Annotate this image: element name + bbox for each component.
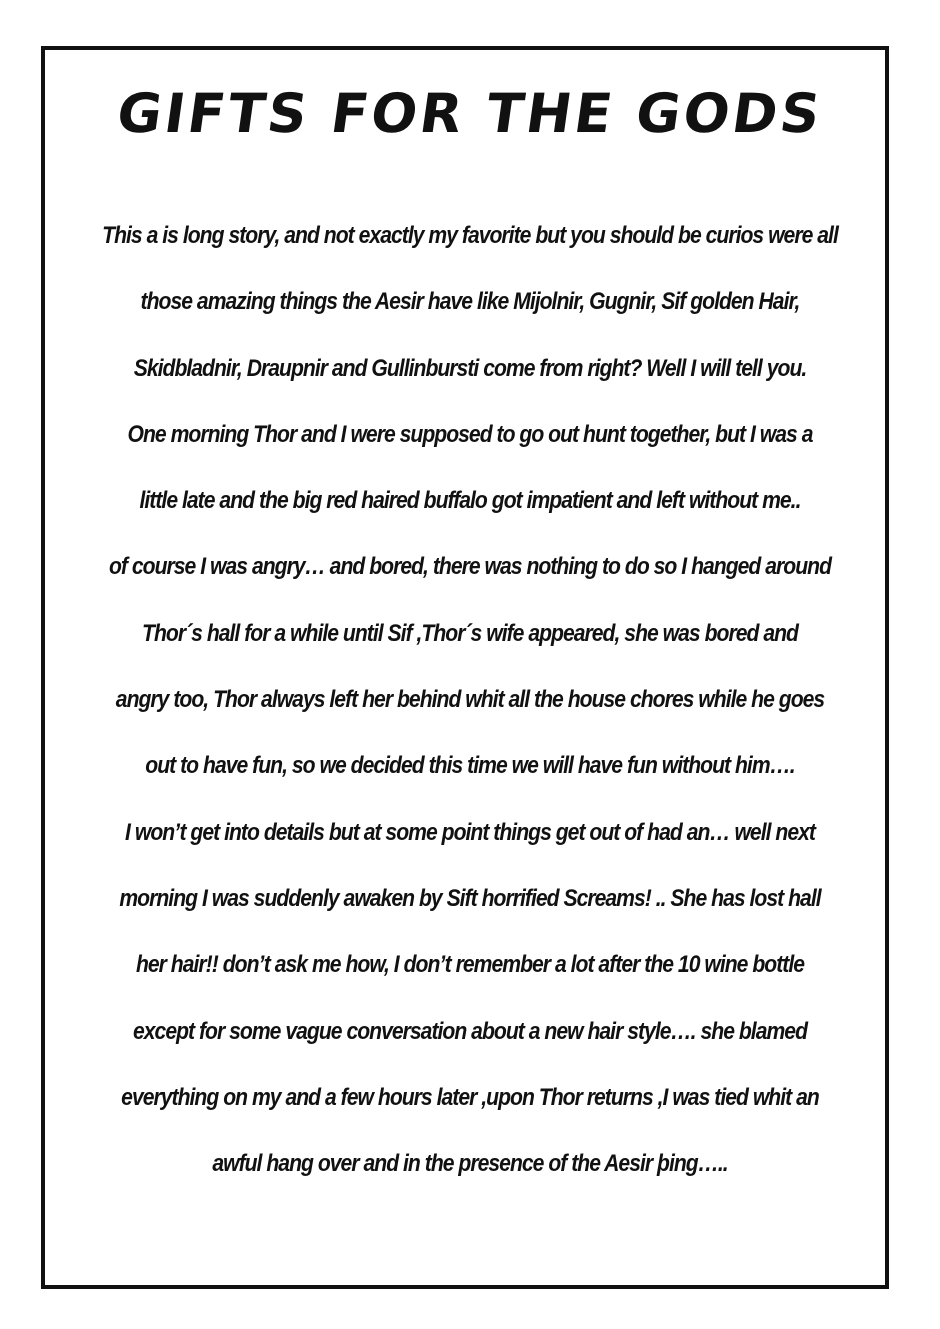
story-text (0, 210, 940, 1204)
document-title: GIFTS FOR THE GODS (113, 82, 827, 145)
story-line: awful hang over and in the presence of the Aesir þing….. (212, 1150, 728, 1178)
story-line: everything on my and a few hours later ,upon Thor returns ,I was tied whit an (121, 1083, 819, 1111)
story-line: Skidbladnir, Draupnir and Gullinbursti come from right? Well I will tell you. (133, 354, 807, 382)
story-line: those amazing things the Aesir have like Mijolnir, Gugnir, Sif golden Hair, (140, 288, 800, 316)
story-line: of course I was angry… and bored, there was nothing to do so I hanged around (108, 553, 832, 581)
story-line: I won’t get into details but at some point things get out of had an… well next (125, 818, 815, 846)
story-line: angry too, Thor always left her behind whit all the house chores while he goes (115, 686, 825, 714)
story-line: little late and the big red haired buffalo got impatient and left without me.. (139, 487, 801, 515)
story-line: her hair!! don’t ask me how, I don’t remember a lot after the 10 wine bottle (135, 951, 805, 979)
story-line: except for some vague conversation about a new hair style…. she blamed (132, 1017, 808, 1045)
story-line: One morning Thor and I were supposed to go out hunt together, but I was a (127, 420, 813, 448)
story-line: morning I was suddenly awaken by Sift horrified Screams! .. She has lost hall (119, 884, 821, 912)
story-line: Thor´s hall for a while until Sif ,Thor´s wife appeared, she was bored and (142, 619, 798, 647)
story-line: out to have fun, so we decided this time we will have fun without him…. (145, 752, 795, 780)
story-line: This a is long story, and not exactly my favorite but you should be curios were all (102, 222, 838, 249)
